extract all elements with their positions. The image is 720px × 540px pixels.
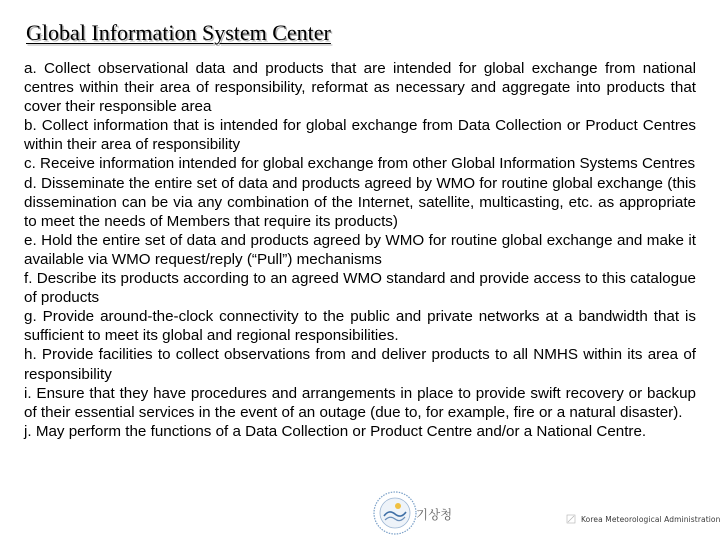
list-item: f. Describe its products according to an agreed WMO standard and provide access to this catalogue of products — [24, 270, 696, 307]
list-item: g. Provide around-the-clock connectivity to the public and private networks at a bandwidth that is sufficient to meet its global and regional responsibilities. — [24, 308, 696, 345]
list-item: b. Collect information that is intended for global exchange from Data Collection or Product Centres within their area of responsibility — [24, 117, 696, 154]
list-item: i. Ensure that they have procedures and arrangements in place to provide swift recovery or backup of their essential services in the event of an outage (due to, for example, fire or a natural disaster). — [24, 384, 696, 421]
list-item: a. Collect observational data and products that are intended for global exchange from national centres within their area of responsibility, reformat as necessary and aggregate into products that cover their responsible area — [24, 60, 696, 116]
kma-emblem-icon — [372, 490, 418, 536]
list-item: c. Receive information intended for global exchange from other Global Information Systems Centres — [24, 155, 696, 173]
footer-branding — [0, 490, 720, 540]
list-item: d. Disseminate the entire set of data and products agreed by WMO for routine global exchange (this dissemination can be via any combination of the Internet, satellite, multicasting, etc. as appropriate to meet the needs of Members that require its products) — [24, 174, 696, 230]
agency-name-korean: 기상청 — [416, 507, 453, 522]
page-title: Global Information System Center — [26, 20, 331, 45]
list-item: h. Provide facilities to collect observations from and deliver products to all NMHS within its area of responsibility — [24, 346, 696, 383]
list-item: j. May perform the functions of a Data Collection or Product Centre and/or a National Centre. — [24, 422, 647, 440]
list-item: e. Hold the entire set of data and products agreed by WMO for routine global exchange and make it available via WMO request/reply (“Pull”) mechanisms — [24, 231, 696, 268]
function-list — [24, 59, 696, 441]
agency-name-english: Korea Meteorological Administration — [581, 515, 720, 524]
decorative-mark-icon — [566, 514, 576, 524]
